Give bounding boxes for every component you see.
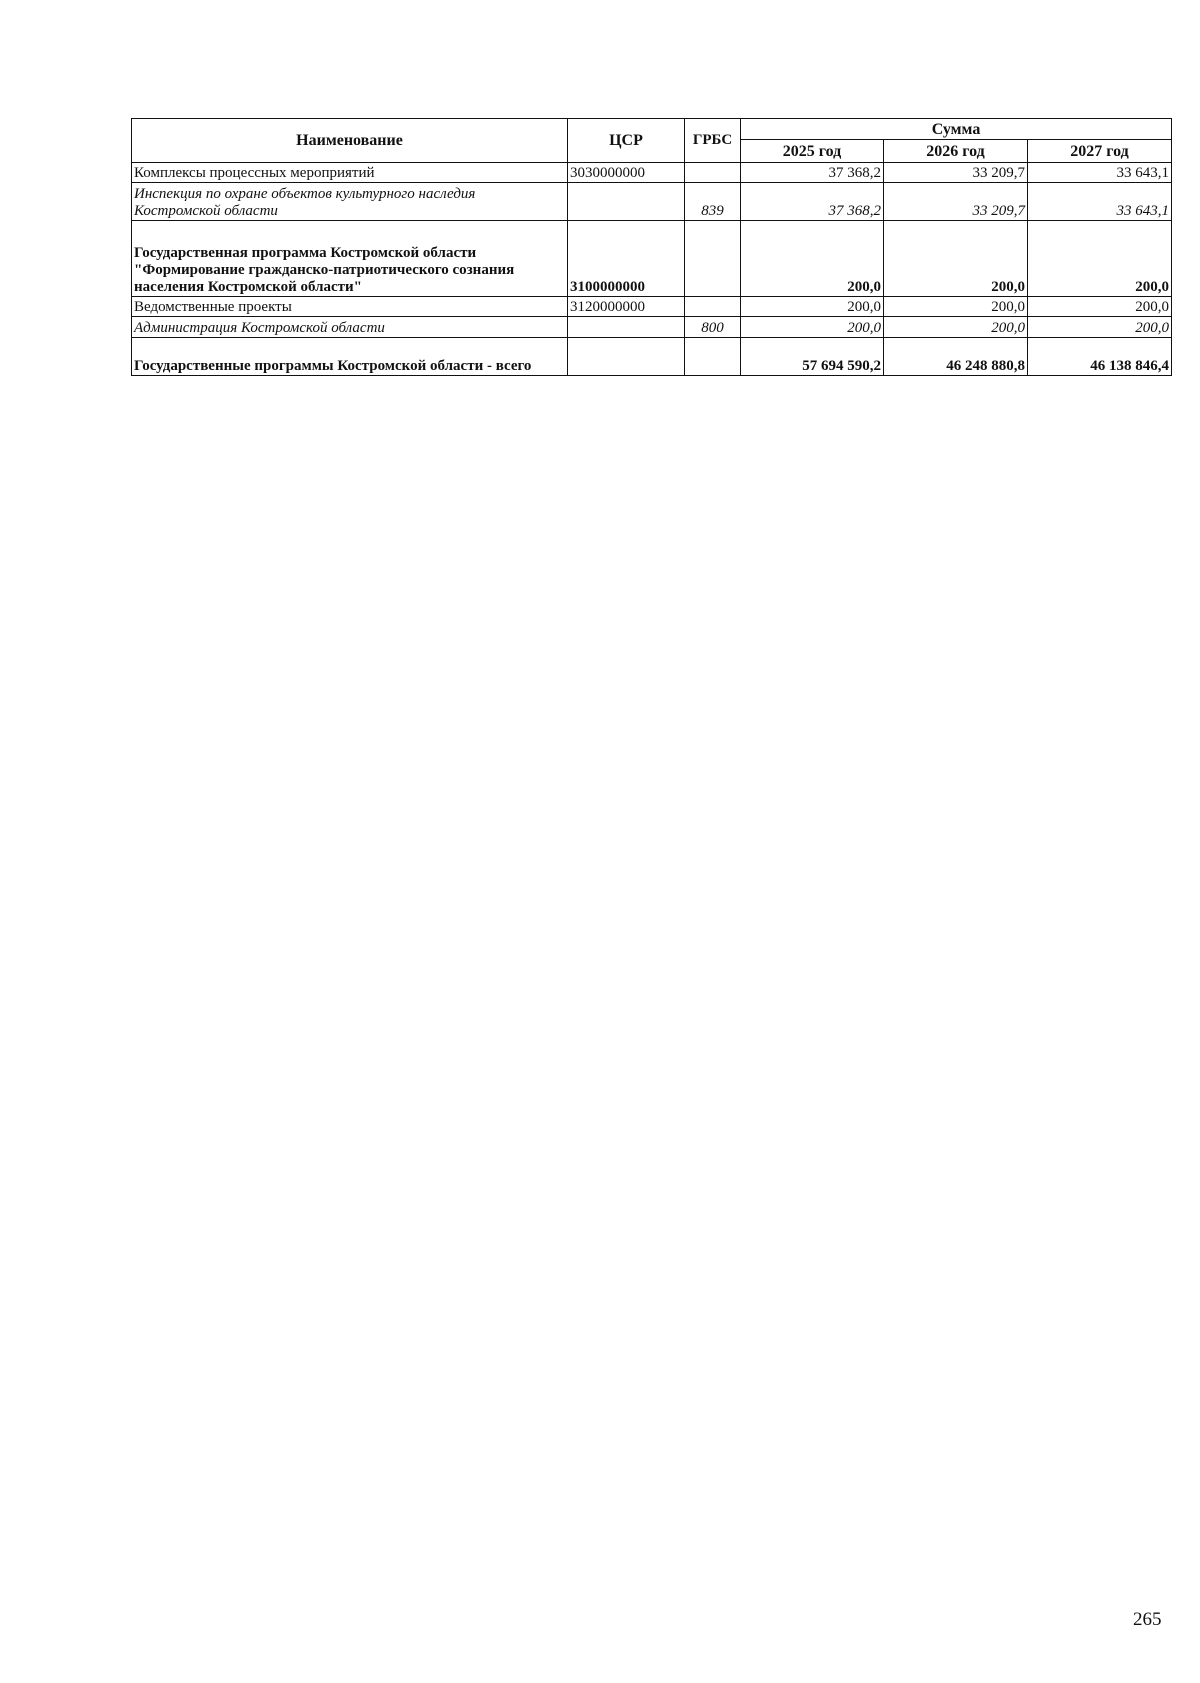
header-year-2026: 2026 год	[884, 140, 1028, 163]
row-code: 3120000000	[568, 297, 685, 317]
row-grbs	[685, 297, 741, 317]
row-sum-2027: 200,0	[1028, 297, 1172, 317]
table-row	[132, 317, 1172, 338]
row-sum-2026: 33 209,7	[884, 183, 1028, 221]
page-number: 265	[1133, 1609, 1162, 1630]
table-row	[132, 338, 1172, 376]
row-sum-2027: 200,0	[1028, 221, 1172, 297]
row-sum-2027: 200,0	[1028, 317, 1172, 338]
header-grbs: ГРБС	[685, 119, 741, 163]
row-grbs	[685, 338, 741, 376]
row-sum-2026: 46 248 880,8	[884, 338, 1028, 376]
row-grbs: 800	[685, 317, 741, 338]
budget-table	[131, 118, 1172, 376]
row-code	[568, 338, 685, 376]
row-code: 3100000000	[568, 221, 685, 297]
row-name: Комплексы процессных мероприятий	[132, 163, 568, 183]
row-name: Ведомственные проекты	[132, 297, 568, 317]
row-sum-2027: 33 643,1	[1028, 163, 1172, 183]
row-sum-2025: 37 368,2	[741, 163, 884, 183]
row-sum-2027: 33 643,1	[1028, 183, 1172, 221]
row-name: Государственная программа Костромской области "Формирование гражданско-патриотического сознания населения Костромской области"	[132, 221, 568, 297]
row-grbs: 839	[685, 183, 741, 221]
row-sum-2026: 200,0	[884, 221, 1028, 297]
row-sum-2025: 200,0	[741, 297, 884, 317]
header-code: ЦСР	[568, 119, 685, 163]
table-row	[132, 183, 1172, 221]
row-sum-2026: 33 209,7	[884, 163, 1028, 183]
row-grbs	[685, 163, 741, 183]
row-code: 3030000000	[568, 163, 685, 183]
row-sum-2026: 200,0	[884, 317, 1028, 338]
table-row	[132, 221, 1172, 297]
row-sum-2025: 57 694 590,2	[741, 338, 884, 376]
row-name: Инспекция по охране объектов культурного наследия Костромской области	[132, 183, 568, 221]
row-grbs	[685, 221, 741, 297]
row-code	[568, 183, 685, 221]
row-name: Государственные программы Костромской области - всего	[132, 338, 568, 376]
header-name: Наименование	[132, 119, 568, 163]
row-sum-2025: 37 368,2	[741, 183, 884, 221]
row-code	[568, 317, 685, 338]
table-row	[132, 297, 1172, 317]
header-sum: Сумма	[741, 119, 1172, 140]
row-sum-2025: 200,0	[741, 221, 884, 297]
row-sum-2025: 200,0	[741, 317, 884, 338]
table-row	[132, 163, 1172, 183]
row-sum-2027: 46 138 846,4	[1028, 338, 1172, 376]
row-sum-2026: 200,0	[884, 297, 1028, 317]
header-year-2027: 2027 год	[1028, 140, 1172, 163]
header-year-2025: 2025 год	[741, 140, 884, 163]
row-name: Администрация Костромской области	[132, 317, 568, 338]
